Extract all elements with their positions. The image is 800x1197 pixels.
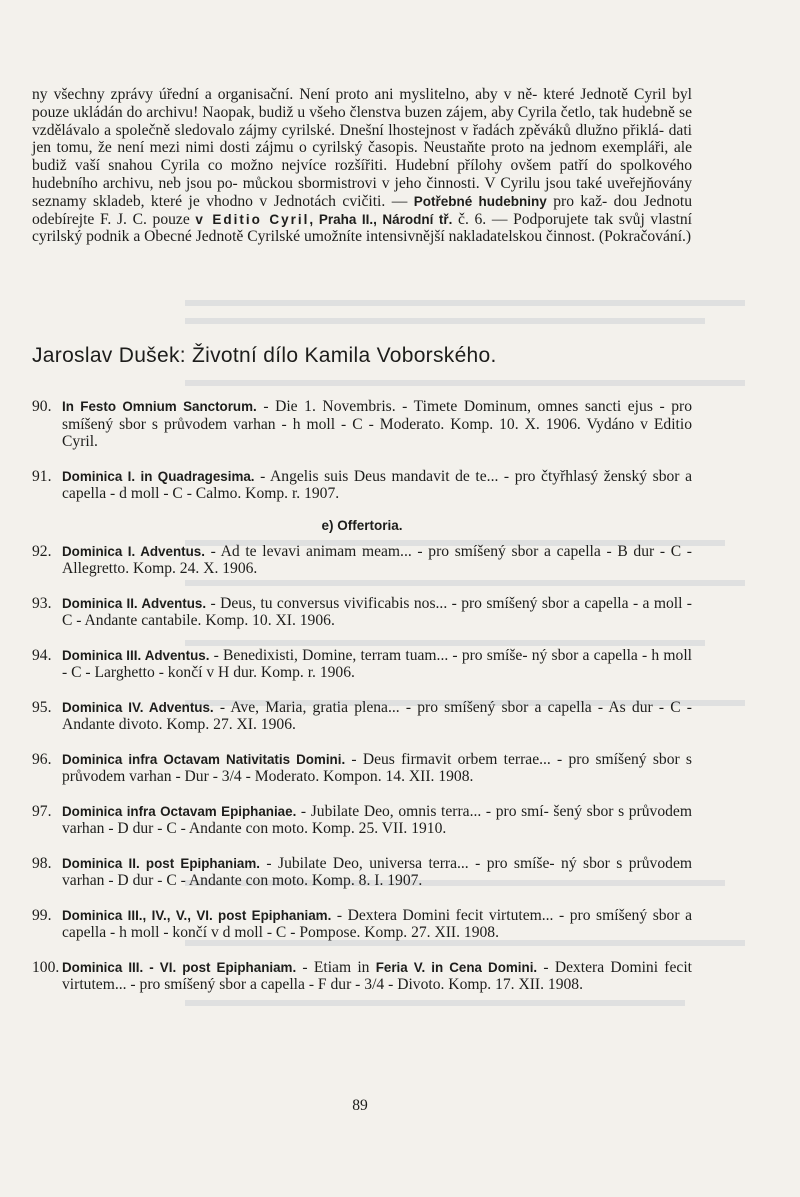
list-item xyxy=(32,398,692,451)
list-item xyxy=(32,803,692,838)
entry-text: - Deus firmavit orbem terrae... - pro smíšený sbor s průvodem varhan - Dur - 3/4 - Moderato. Kompon. 14. XII. 1908. xyxy=(62,750,692,785)
entry-text-secondary: - Dextera Domini fecit virtutem... - pro smíšený sbor a capella - F dur - 3/4 - Divoto. Komp. 17. XII. 1908. xyxy=(62,958,692,993)
entry-title: Dominica IV. Adventus. xyxy=(62,699,214,715)
entry-text: - Ad te levavi animam meam... - pro smíšený sbor a capella - B dur - C - Allegretto. Komp. 24. X. 1906. xyxy=(62,542,692,577)
list-item xyxy=(32,751,692,786)
entry-text: - Die 1. Novembris. - Timete Dominum, omnes sancti ejus - pro smíšený sbor s průvodem varhan - h moll - C - Moderato. Komp. 10. X. 1906. Vydáno v Editio Cyril. xyxy=(62,398,692,450)
intro-paragraph xyxy=(32,86,692,246)
intro-bold-2: v Editio Cyril xyxy=(195,211,310,227)
entry-text: - Ave, Maria, gratia plena... - pro smíšený sbor a capella - As dur - C - Andante divoto. Komp. 27. XI. 1906. xyxy=(62,698,692,733)
entry-number: 100. xyxy=(32,958,60,976)
entry-title: Dominica infra Octavam Epiphaniae. xyxy=(62,803,297,819)
intro-text-2: pro kaž- dou Jednotu odebírejte F. J. C. pouze xyxy=(32,192,692,228)
entry-title: Dominica III., IV., V., VI. post Epiphaniam. xyxy=(62,907,332,923)
article-heading: Jaroslav Dušek: Životní dílo Kamila Voborského. xyxy=(32,344,497,367)
entry-text: - Dextera Domini fecit virtutem... - pro smíšený sbor a capella - h moll - končí v d moll - C - Pompose. Komp. 27. XII. 1908. xyxy=(62,906,693,941)
entry-title: Dominica II. post Epiphaniam. xyxy=(62,855,260,871)
list-item xyxy=(32,647,692,682)
entry-text: - Benedixisti, Domine, terram tuam... - pro smíše- ný sbor a capella - h moll - C - Larghetto - končí v H dur. Komp. r. 1906. xyxy=(62,646,692,681)
intro-bold-3: Praha II., Národní tř. xyxy=(318,211,453,227)
entry-number: 94. xyxy=(32,646,52,664)
intro-bold-1: Potřebné hudebniny xyxy=(413,193,547,209)
entry-number: 92. xyxy=(32,542,52,560)
entry-text: - Jubilate Deo, universa terra... - pro smíše- ný sbor s průvodem varhan - D dur - C - Andante con moto. Komp. 8. I. 1907. xyxy=(62,854,692,889)
entry-title: Dominica I. in Quadragesima. xyxy=(62,468,255,484)
entry-title: Dominica II. Adventus. xyxy=(62,595,207,611)
entry-number: 96. xyxy=(32,750,52,768)
intro-text-4: č. 6. — Podporujete tak svůj vlastní cyrilský podnik a Obecné Jednotě Cyrilské umožníte intensivnější nakladatelskou činnost. (Pokračování.) xyxy=(32,210,692,246)
list-item xyxy=(32,907,692,942)
entry-title: Dominica infra Octavam Nativitatis Domini. xyxy=(62,751,346,767)
intro-text-1: ny všechny zprávy úřední a organisační. Není proto ani myslitelno, aby v ně- které Jednotě Cyril byl pouze ukládán do archivu! Naopak, budiž u všeho členstva buzen zájem, aby Cyrila četlo, tak hudebně se vzdělávalo a společně sledovalo zájmy cyrilské. Dnešní lhostejnost v řadách zpěváků dlužno přiklá- dati jen tomu, že není mezi nimi dosti zájmu o cyrilský časopis. Neustaňte proto na jednom exempláři, ale budiž vaší snahou Cyrila co možno nejvíce rozšířiti. Hudební přílohy ovšem patří do spolkového hudebního archivu, neb jsou po- můckou sbormistrovi v jeho činnosti. V Cyrilu jsou také uveřejňovány seznamy skladeb, které je vhodno v Jednotách cvičiti. — xyxy=(32,86,692,210)
entry-number: 91. xyxy=(32,467,52,485)
page-number: 89 xyxy=(352,1097,368,1114)
entries-list xyxy=(32,398,692,1011)
entry-text: - Jubilate Deo, omnis terra... - pro smí- šený sbor s průvodem varhan - D dur - C - Andante con moto. Komp. 25. VII. 1910. xyxy=(62,802,692,837)
list-item xyxy=(32,699,692,734)
entry-text: - Angelis suis Deus mandavit de te... - pro čtyřhlasý ženský sbor a capella - d moll - C - Calmo. Komp. r. 1907. xyxy=(62,467,692,502)
list-item xyxy=(32,855,692,890)
entry-title: Dominica I. Adventus. xyxy=(62,543,205,559)
entry-number: 97. xyxy=(32,802,52,820)
section-heading: e) Offertoria. xyxy=(321,517,403,533)
entry-title: In Festo Omnium Sanctorum. xyxy=(62,399,257,414)
intro-text-3: , xyxy=(309,211,314,227)
list-item xyxy=(32,543,692,578)
list-item xyxy=(32,595,692,630)
entry-title: Dominica III. Adventus. xyxy=(62,647,210,663)
entry-number: 95. xyxy=(32,698,52,716)
entry-number: 98. xyxy=(32,854,52,872)
entry-title-secondary: Feria V. in Cena Domini. xyxy=(375,959,538,975)
entry-number: 99. xyxy=(32,906,52,924)
entry-title: Dominica III. - VI. post Epiphaniam. xyxy=(62,959,297,975)
entry-text: - Etiam in xyxy=(302,958,370,976)
entry-number: 93. xyxy=(32,594,52,612)
list-item xyxy=(32,959,692,994)
list-item xyxy=(32,468,692,503)
entry-number: 90. xyxy=(32,398,52,415)
entry-text: - Deus, tu conversus vivificabis nos... - pro smíšený sbor a capella - a moll - C - Andante cantabile. Komp. 10. XI. 1906. xyxy=(62,594,693,629)
